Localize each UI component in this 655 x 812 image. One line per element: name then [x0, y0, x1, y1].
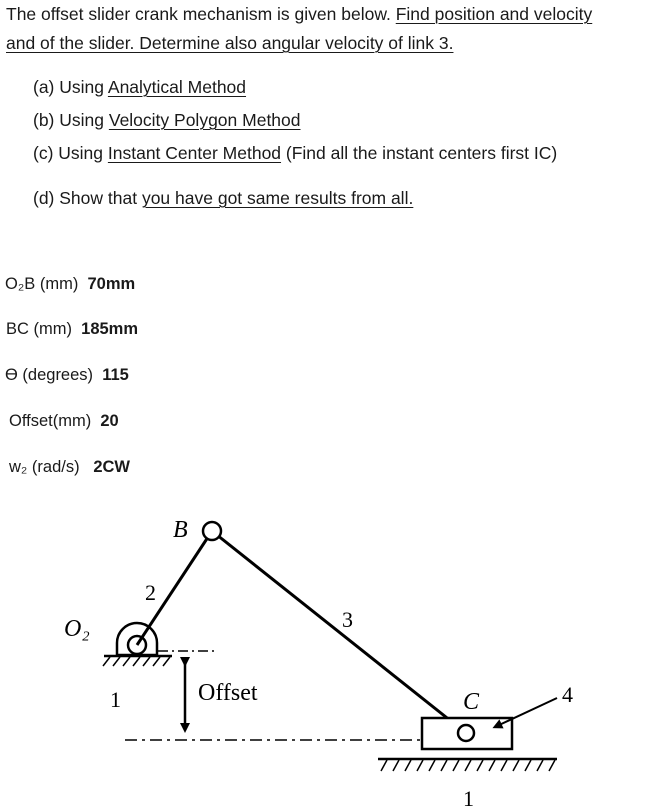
- task-d-prefix: (d) Show that: [33, 188, 142, 208]
- param-bc-label: BC (mm): [6, 320, 72, 338]
- problem-intro-line-1: [6, 1, 592, 27]
- slider-ground: [378, 759, 557, 771]
- label-offset: Offset: [198, 680, 258, 706]
- task-a-prefix: (a) Using: [33, 77, 108, 97]
- param-o2b-label: O₂B (mm): [5, 275, 79, 293]
- param-w2-label: w₂ (rad/s): [9, 458, 80, 476]
- task-b: [33, 110, 301, 131]
- task-d: [33, 188, 413, 209]
- task-c-method: Instant Center Method: [107, 143, 282, 163]
- joint-c: [458, 725, 474, 741]
- param-theta-label: ϴ (degrees): [5, 366, 94, 384]
- joint-b: [203, 522, 221, 540]
- param-theta-value: 115: [102, 366, 129, 384]
- label-link-4: 4: [562, 682, 573, 707]
- task-a-method: Analytical Method: [107, 77, 247, 97]
- intro-text: The offset slider crank mechanism is given below.: [6, 4, 391, 24]
- label-link-2: 2: [145, 580, 156, 605]
- slider-crank-diagram: [0, 505, 655, 812]
- task-b-prefix: (b) Using: [33, 110, 109, 130]
- label-link-3: 3: [342, 607, 353, 632]
- param-offset: [9, 412, 119, 431]
- label-b: B: [173, 517, 188, 543]
- task-b-method: Velocity Polygon Method: [108, 110, 301, 130]
- label-c: C: [463, 689, 480, 715]
- problem-intro-line-2: and of the slider. Determine also angular velocity of link 3.: [6, 33, 454, 53]
- label-ground-left: 1: [110, 687, 121, 712]
- link-4-leader: [497, 698, 557, 726]
- param-offset-value: 20: [100, 412, 119, 430]
- param-bc: [6, 320, 138, 339]
- label-o2: O₂: [64, 616, 90, 642]
- param-bc-value: 185mm: [81, 320, 139, 338]
- param-o2b: [5, 275, 135, 294]
- param-theta: [5, 366, 129, 385]
- intro-underlined-1: Find position and velocity: [395, 4, 593, 24]
- label-ground-right: 1: [463, 786, 474, 811]
- task-c: [33, 143, 557, 164]
- param-w2: [9, 458, 130, 477]
- param-w2-value: 2CW: [93, 458, 131, 476]
- task-c-prefix: (c) Using: [33, 143, 108, 163]
- task-a: [33, 77, 246, 98]
- task-d-statement: you have got same results from all.: [141, 188, 414, 208]
- param-offset-label: Offset(mm): [9, 412, 92, 430]
- task-c-suffix: (Find all the instant centers first IC): [281, 143, 558, 163]
- param-o2b-value: 70mm: [87, 275, 136, 293]
